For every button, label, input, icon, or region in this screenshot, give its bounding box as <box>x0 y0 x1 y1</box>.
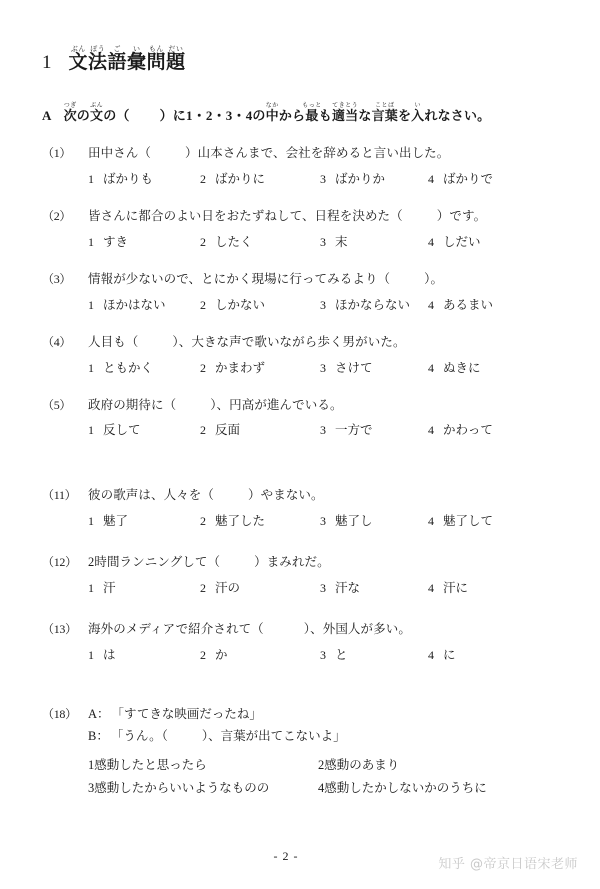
choice-label: 汗に <box>443 581 469 596</box>
choice-label: か <box>215 648 228 662</box>
choice-row <box>88 511 566 529</box>
instruction-seg-8: も <box>318 108 332 123</box>
choice-option[interactable]: 4 魅了して <box>428 511 493 529</box>
choice-label: さけて <box>335 360 373 375</box>
choice-option[interactable]: 3 感動したからいいようなものの <box>88 778 318 796</box>
question-number: （1） <box>42 146 72 160</box>
choice-label: ほかならない <box>335 297 411 312</box>
choice-label: 感動したかしないかのうちに <box>324 780 487 795</box>
choice-label: ともかく <box>103 360 154 375</box>
choice-label: 感動したと思ったら <box>94 757 207 772</box>
choice-option[interactable]: 3 末 <box>320 232 428 250</box>
page-footer <box>0 849 600 873</box>
question-text: 海外のメディアで紹介されて（ ）、外国人が多い。 <box>88 622 411 637</box>
choice-option[interactable]: 2 反面 <box>200 420 320 438</box>
section-title-char-0: 文ぶん <box>68 45 89 73</box>
question-item <box>42 621 566 663</box>
question-text: 人目も（ ）、大きな声で歌いながら歩く男がいた。 <box>88 334 406 349</box>
choice-label: 汗の <box>215 581 241 596</box>
choice-label: 汗 <box>103 581 116 596</box>
choice-label: 汗な <box>335 581 361 596</box>
question-number: （12） <box>42 555 77 570</box>
section-title <box>69 45 186 72</box>
choice-label: ぬきに <box>443 360 481 375</box>
choice-label: 魅了した <box>215 514 266 529</box>
instruction-seg-11: 言葉ことば <box>371 103 398 123</box>
choice-option[interactable]: 2 汗の <box>200 578 320 596</box>
question-item <box>42 487 566 529</box>
section-title-char-1: 法ぽう <box>88 45 108 73</box>
choice-label: 感動のあまり <box>324 757 400 772</box>
choice-label: すき <box>103 234 129 249</box>
question-text: 彼の歌声は、人々を（ ）やまない。 <box>88 488 324 503</box>
choice-label: ばかりも <box>103 171 154 186</box>
dialogue-text-a: 「すてきな映画だったね」 <box>111 707 262 721</box>
speaker-label-a: A： <box>88 707 110 721</box>
question-text: 政府の期待に（ ）、円高が進んでいる。 <box>88 397 343 412</box>
choice-option[interactable]: 1 汗 <box>88 578 200 596</box>
question-text: 田中さん（ ）山本さんまで、会社を辞めると言い出した。 <box>88 146 450 160</box>
question-stem <box>42 487 566 504</box>
choice-label: ばかりで <box>443 171 494 186</box>
instruction-seg-2: 文ぶん <box>90 103 104 123</box>
question-stem <box>42 271 566 288</box>
choice-label: 一方で <box>335 423 373 438</box>
instruction-seg-9: 適当てきとう <box>331 103 359 123</box>
page-number: - 2 - <box>273 849 299 863</box>
question-item <box>42 145 566 187</box>
choice-option[interactable]: 1 は <box>88 645 200 663</box>
choice-label: しだい <box>443 234 481 249</box>
section-title-char-4: 問もん <box>146 45 167 73</box>
choice-option[interactable]: 3 と <box>320 645 428 663</box>
question-text: 情報が少ないので、とにかく現場に行ってみるより（ ）。 <box>88 271 444 286</box>
choice-option[interactable]: 3 ばかりか <box>320 169 428 187</box>
choice-label: ばかりに <box>215 171 266 186</box>
choice-option[interactable]: 1 感動したと思ったら <box>88 755 318 773</box>
instruction-seg-5: 中なか <box>265 103 279 123</box>
choice-label: 感動したからいいようなものの <box>94 780 270 795</box>
section-title-char-2: 語ご <box>107 45 128 73</box>
question-item <box>42 554 566 596</box>
speaker-label-b: B： <box>88 729 109 744</box>
choice-option[interactable]: 2 感動のあまり <box>318 755 399 773</box>
choice-option[interactable]: 2 か <box>200 645 320 663</box>
question-stem <box>42 397 566 414</box>
choice-option[interactable]: 2 魅了した <box>200 511 320 529</box>
instruction-mark: A <box>42 108 52 123</box>
choice-option[interactable]: 4 に <box>428 645 456 663</box>
choice-label: ほかはない <box>103 297 166 312</box>
question-stem <box>42 554 566 571</box>
choice-label: は <box>103 648 116 662</box>
question-number: （5） <box>42 397 72 412</box>
choice-label: ばかりか <box>335 171 386 186</box>
choice-option[interactable]: 4 しだい <box>428 232 481 250</box>
choice-label: と <box>335 648 348 662</box>
choice-option[interactable]: 3 魅了し <box>320 511 428 529</box>
question-stem <box>42 334 566 351</box>
instruction-seg-10: な <box>358 108 372 123</box>
choice-option[interactable]: 1 ともかく <box>88 358 200 376</box>
choice-option[interactable]: 4 かわって <box>428 420 493 438</box>
question-text: 2時間ランニングして（ ）まみれだ。 <box>88 555 330 570</box>
choice-option[interactable]: 2 しかない <box>200 295 320 313</box>
instruction-seg-12: を <box>397 108 412 123</box>
instruction-seg-4: ）に1・2・3・4の <box>159 108 266 123</box>
choice-option[interactable]: 4 汗に <box>428 578 468 596</box>
choice-option[interactable]: 4 ぬきに <box>428 358 481 376</box>
choice-label: 反面 <box>215 423 241 438</box>
choice-grid-row <box>88 778 566 796</box>
choice-row <box>88 420 566 438</box>
choice-option[interactable]: 4 ばかりで <box>428 169 493 187</box>
exam-page <box>0 42 600 889</box>
choice-row <box>88 645 566 663</box>
choice-grid-row <box>88 755 566 773</box>
choice-option[interactable]: 1 ほかはない <box>88 295 200 313</box>
choice-row <box>88 295 566 313</box>
question-stem <box>42 208 566 225</box>
section-title-char-5: 題だい <box>166 45 186 73</box>
choice-option[interactable]: 1 反して <box>88 420 200 438</box>
choice-row <box>88 232 566 250</box>
question-item <box>42 334 566 376</box>
watermark: 知乎 @帝京日语宋老师 <box>438 857 578 872</box>
choice-label: 魅了し <box>335 514 373 529</box>
choice-option[interactable]: 2 したく <box>200 232 320 250</box>
choice-option[interactable]: 2 かまわず <box>200 358 320 376</box>
choice-label: 魅了 <box>103 514 129 529</box>
choice-label: 反して <box>103 423 141 438</box>
instruction-seg-7: 最もっと <box>302 103 322 123</box>
choice-option[interactable]: 4 感動したかしないかのうちに <box>318 778 487 796</box>
instruction-seg-0: 次つぎ <box>63 103 77 123</box>
section-heading <box>42 42 566 72</box>
choice-row <box>88 358 566 376</box>
question-item <box>42 208 566 250</box>
choice-option[interactable]: 1 すき <box>88 232 200 250</box>
choice-option[interactable]: 1 ばかりも <box>88 169 200 187</box>
choice-row <box>88 169 566 187</box>
choice-label: に <box>443 648 456 662</box>
question-number: （3） <box>42 271 72 286</box>
choice-label: 末 <box>335 234 348 249</box>
instruction-seg-13: 入い <box>411 103 425 123</box>
choice-label: あるまい <box>443 297 494 312</box>
dialogue-question-item <box>42 705 566 796</box>
dialogue-line-b <box>42 727 566 745</box>
question-stem <box>42 621 566 638</box>
question-number: （13） <box>42 622 77 637</box>
choice-option[interactable]: 3 汗な <box>320 578 428 596</box>
dialogue-text-b: 「うん。（ ）、言葉が出てこないよ」 <box>110 729 346 744</box>
choice-label: しかない <box>215 297 266 312</box>
dialogue-line-a <box>42 705 566 723</box>
section-title-char-3: 彙い <box>127 45 147 73</box>
instruction-seg-3: の（ <box>103 108 130 123</box>
section-number: 1 <box>42 52 52 73</box>
choice-label: 魅了して <box>443 514 494 529</box>
question-number: （2） <box>42 208 72 223</box>
choice-option[interactable]: 4 あるまい <box>428 295 493 313</box>
choice-option[interactable]: 3 さけて <box>320 358 428 376</box>
question-number: （18） <box>42 707 77 721</box>
instruction-seg-1: の <box>76 108 90 123</box>
instruction-seg-6: から <box>278 108 306 123</box>
choice-grid <box>88 755 566 796</box>
instruction-seg-14: れなさい。 <box>424 108 491 123</box>
question-number: （11） <box>42 488 77 503</box>
choice-option[interactable]: 3 ほかならない <box>320 295 428 313</box>
question-item <box>42 271 566 313</box>
choice-label: かわって <box>443 423 493 438</box>
question-stem <box>42 145 566 162</box>
choice-row <box>88 578 566 596</box>
question-item <box>42 397 566 439</box>
question-number: （4） <box>42 334 72 349</box>
question-text: 皆さんに都合のよい日をおたずねして、日程を決めた（ ）です。 <box>88 208 487 223</box>
choice-label: したく <box>215 234 253 249</box>
choice-option[interactable]: 1 魅了 <box>88 511 200 529</box>
choice-label: かまわず <box>215 360 266 375</box>
instruction-line <box>42 103 566 124</box>
choice-option[interactable]: 3 一方で <box>320 420 428 438</box>
choice-option[interactable]: 2 ばかりに <box>200 169 320 187</box>
